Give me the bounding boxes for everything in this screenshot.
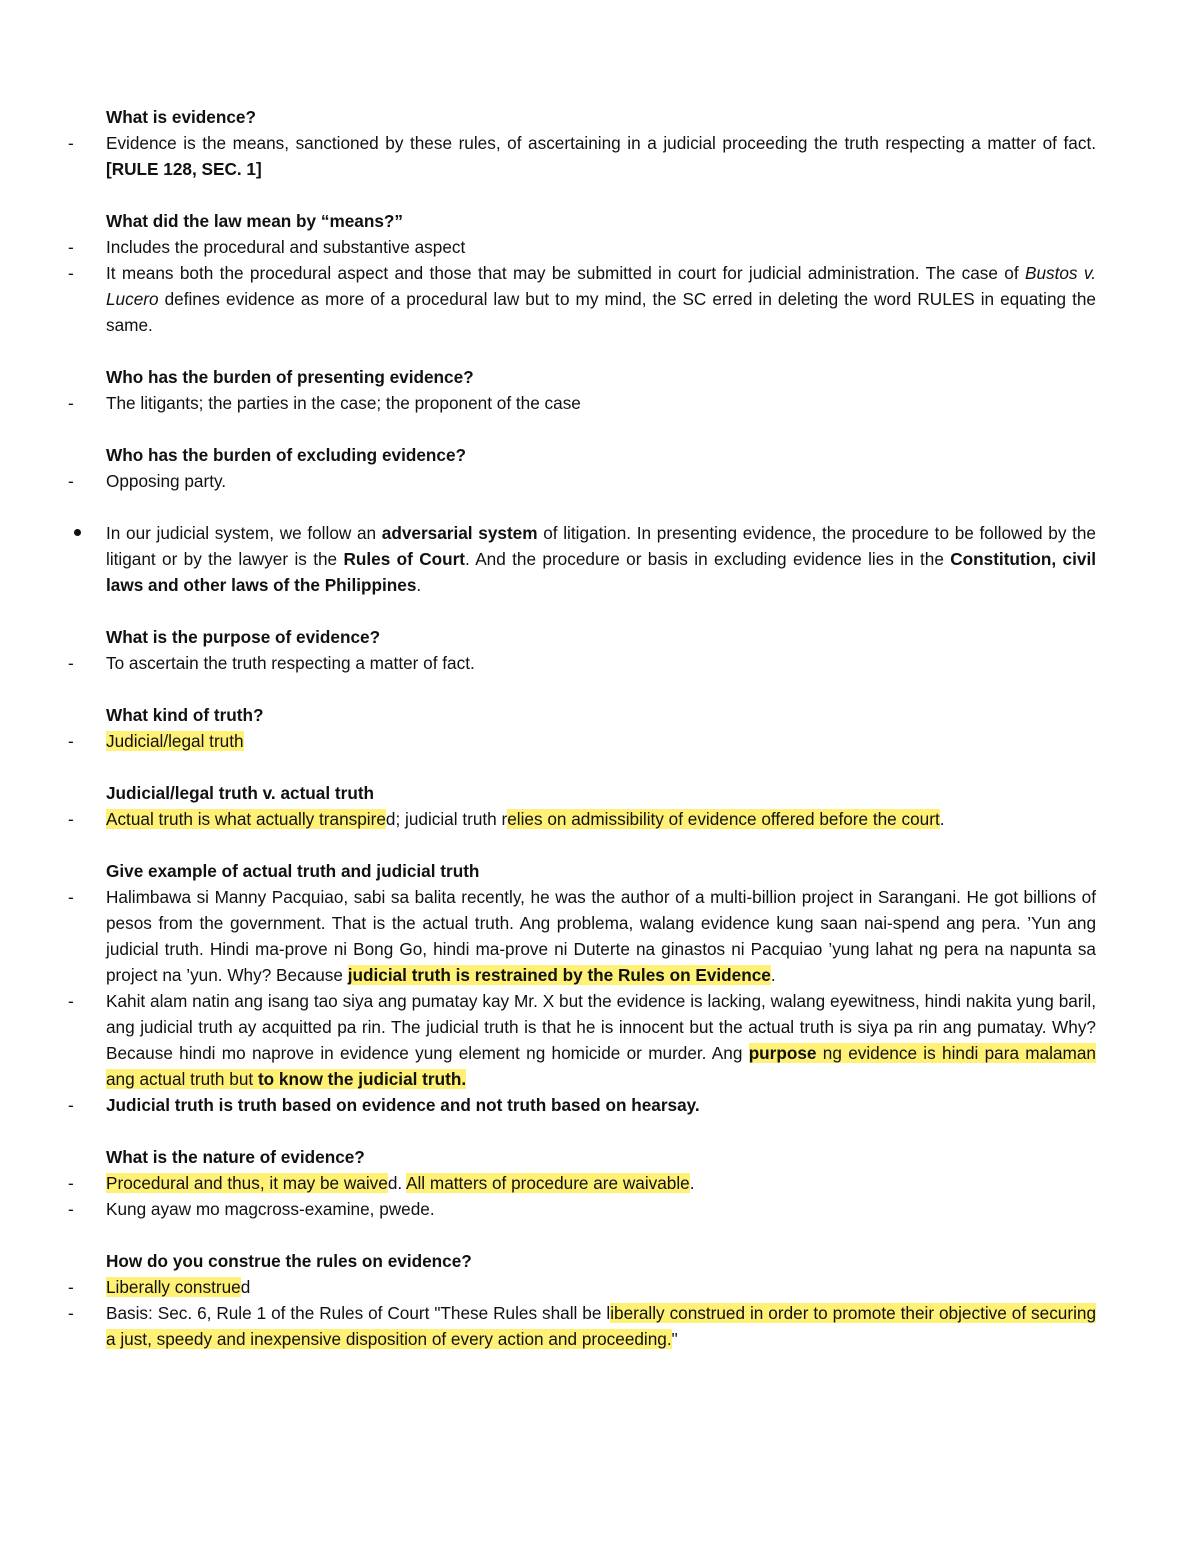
list-item (68, 1196, 1096, 1222)
list-item (68, 1170, 1096, 1196)
answer-text: Evidence is the means, sanctioned by these rules, of ascertaining in a judicial proceeding the truth respecting a matter of fact. (106, 133, 1096, 153)
dash-marker: - (68, 1277, 74, 1297)
list-item (68, 390, 1096, 416)
bullet-text: of litigation. In presenting evidence, the procedure to be followed by the litigant or by the lawyer is the (106, 523, 1096, 569)
answer-text: To ascertain the truth respecting a matter of fact. (106, 653, 475, 673)
answer-text: Kung ayaw mo magcross-examine, pwede. (106, 1199, 435, 1219)
heading-judicial-vs-actual: Judicial/legal truth v. actual truth (106, 783, 375, 803)
list-item (68, 728, 1096, 754)
heading-example-truth: Give example of actual truth and judicial truth (106, 861, 480, 881)
dash-marker: - (68, 809, 74, 829)
dash-marker: - (68, 393, 74, 413)
bullet-item (106, 520, 1096, 598)
heading-purpose-of-evidence: What is the purpose of evidence? (106, 627, 381, 647)
list-item (68, 234, 1096, 260)
bold-term: Constitution, civil laws and other laws of the Philippines (106, 549, 1096, 595)
list-item (68, 650, 1096, 676)
dash-marker: - (68, 1199, 74, 1219)
list-item (68, 1300, 1097, 1352)
answer-text: d; judicial truth r (385, 809, 508, 829)
bold-term: adversarial system (381, 523, 538, 543)
dash-marker: - (68, 133, 74, 153)
highlighted-bold-text: to know the judicial truth. (257, 1069, 467, 1089)
heading-meaning-of-means: What did the law mean by “means?” (106, 211, 404, 231)
list-item (68, 884, 1096, 988)
answer-text: Opposing party. (106, 471, 227, 491)
dash-marker: - (68, 471, 74, 491)
answer-text: . (939, 809, 945, 829)
highlighted-text: Judicial/legal truth (106, 731, 244, 751)
list-item (68, 806, 1096, 832)
highlighted-text: ng evidence is hindi para malaman ang actual truth but (106, 1043, 1096, 1089)
answer-text: Basis: Sec. 6, Rule 1 of the Rules of Court "These Rules shall be l (106, 1303, 611, 1323)
answer-text: . (689, 1173, 695, 1193)
bullet-text: In our judicial system, we follow an (106, 523, 382, 543)
heading-kind-of-truth: What kind of truth? (106, 705, 264, 725)
answer-text: The litigants; the parties in the case; the proponent of the case (106, 393, 581, 413)
highlighted-text: Liberally construe (106, 1277, 241, 1297)
highlighted-text: Procedural and thus, it may be waive (106, 1173, 388, 1193)
list-item (68, 1092, 1096, 1118)
answer-text: " (671, 1329, 678, 1349)
list-item (68, 468, 1096, 494)
highlighted-text: Actual truth is what actually transpire (106, 809, 386, 829)
citation-text: [RULE 128, SEC. 1] (106, 159, 262, 179)
dash-marker: - (68, 887, 74, 907)
case-name: Bustos v. Lucero (106, 263, 1096, 309)
answer-text: . (770, 965, 776, 985)
bullet-text: . (416, 575, 422, 595)
dash-marker: - (68, 653, 74, 673)
bold-text: Judicial truth is truth based on evidence and not truth based on hearsay. (106, 1095, 700, 1115)
answer-text: Kahit alam natin ang isang tao siya ang pumatay kay Mr. X but the evidence is lacking, walang eyewitness, hindi nakita yung baril, ang judicial truth ay acquitted pa rin. The judicial truth is that he is innocent but the actual truth is siya pa rin ang pumatay. Why? Because hindi mo naprove in evidence yung element ng homicide or murder. Ang (106, 991, 1096, 1063)
heading-construe-rules: How do you construe the rules on evidence? (106, 1251, 472, 1271)
dash-marker: - (68, 1095, 74, 1115)
document-body (68, 104, 1097, 1352)
list-item (68, 260, 1096, 338)
dash-marker: - (68, 991, 74, 1011)
highlighted-bold-text: purpose (748, 1043, 817, 1063)
answer-text: It means both the procedural aspect and those that may be submitted in court for judicial administration. The case of (106, 263, 1025, 283)
bullet-dot-icon (74, 529, 81, 536)
heading-burden-excluding: Who has the burden of excluding evidence? (106, 445, 467, 465)
highlighted-text: elies on admissibility of evidence offered before the court (507, 809, 940, 829)
highlighted-bold-text: judicial truth is restrained by the Rules on Evidence (347, 965, 771, 985)
bullet-text: . And the procedure or basis in excluding evidence lies in the (465, 549, 951, 569)
dash-marker: - (68, 1173, 74, 1193)
heading-what-is-evidence: What is evidence? (106, 107, 256, 127)
highlighted-text: iberally construed in order to promote their objective of securing a just, speedy and inexpensive disposition of every action and proceeding. (106, 1303, 1097, 1349)
highlighted-text: All matters of procedure are waivable (406, 1173, 690, 1193)
bold-term: Rules of Court (343, 549, 466, 569)
dash-marker: - (68, 263, 74, 283)
dash-marker: - (68, 237, 74, 257)
answer-text: d. (387, 1173, 407, 1193)
list-item (68, 988, 1096, 1092)
list-item (68, 1274, 1096, 1300)
list-item (68, 130, 1096, 182)
dash-marker: - (68, 1303, 74, 1323)
answer-text: Halimbawa si Manny Pacquiao, sabi sa balita recently, he was the author of a multi-billion project in Sarangani. He got billions of pesos from the government. That is the actual truth. Ang problema, walang evidence kung saan nai-spend ang pera. ’Yun ang judicial truth. Hindi ma-prove ni Bong Go, hindi ma-prove ni Duterte na ginastos ni Pacquiao ’yung lahat ng pera na napunta sa project na ’yun. Why? Because (106, 887, 1096, 985)
answer-text: defines evidence as more of a procedural law but to my mind, the SC erred in deleting the word RULES in equating the same. (106, 289, 1096, 335)
dash-marker: - (68, 731, 74, 751)
answer-text: Includes the procedural and substantive aspect (106, 237, 466, 257)
heading-burden-presenting: Who has the burden of presenting evidence? (106, 367, 474, 387)
answer-text: d (240, 1277, 251, 1297)
heading-nature-of-evidence: What is the nature of evidence? (106, 1147, 365, 1167)
